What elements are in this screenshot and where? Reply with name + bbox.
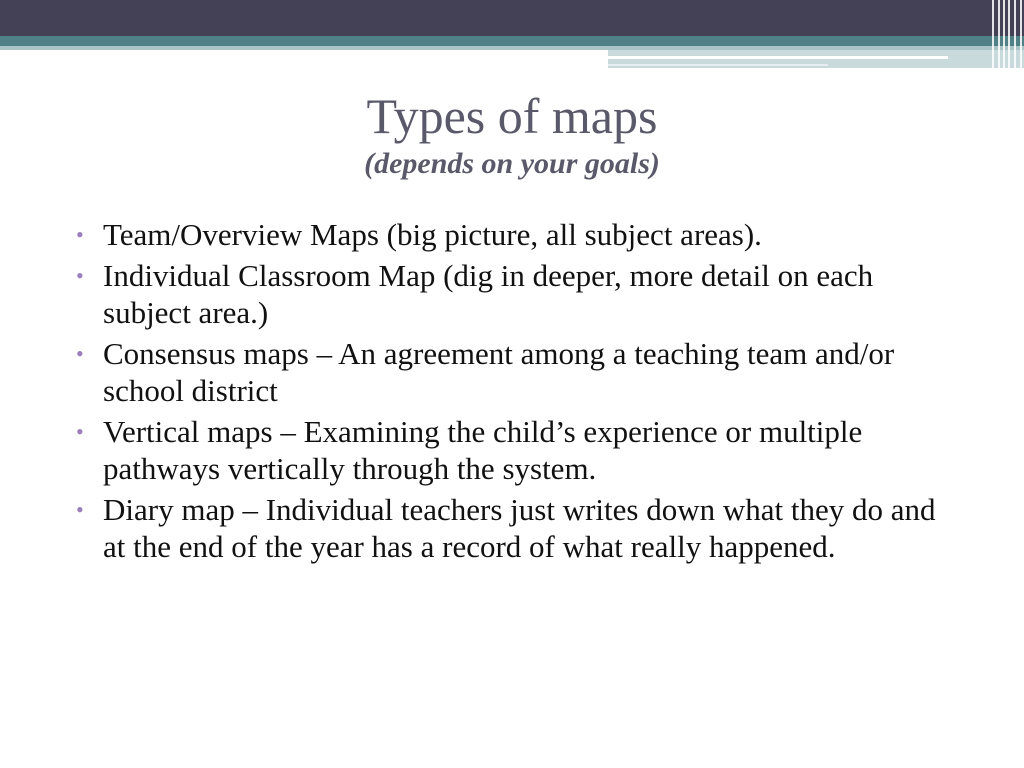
title-block (0, 86, 1024, 182)
bullet-item (72, 413, 952, 487)
bullet-text: Team/Overview Maps (big picture, all subject areas). (103, 217, 762, 252)
bullet-marker: • (76, 341, 84, 366)
header-stripes (990, 0, 1024, 70)
header-band-accent-line-2 (608, 64, 828, 66)
bullet-marker: • (76, 263, 84, 288)
bullet-item (72, 335, 952, 409)
header-band-accent-line (608, 56, 948, 59)
bullet-list (72, 216, 952, 569)
header-stripe (998, 0, 1000, 70)
bullet-marker: • (76, 222, 84, 247)
slide-subtitle: (depends on your goals) (364, 147, 660, 180)
header-band-teal (0, 36, 1024, 46)
header-stripe (992, 0, 994, 70)
bullet-text: Vertical maps – Examining the child’s experience or multiple pathways vertically through the system. (103, 414, 863, 486)
bullet-item (72, 491, 952, 565)
bullet-marker: • (76, 497, 84, 522)
header-stripe (1008, 0, 1010, 70)
bullet-item (72, 216, 952, 253)
header-band-dark (0, 0, 1024, 36)
bullet-text: Individual Classroom Map (dig in deeper, more detail on each subject area.) (103, 258, 874, 330)
bullet-text: Diary map – Individual teachers just writes down what they do and at the end of the year has a record of what really happened. (103, 492, 936, 564)
bullet-item (72, 257, 952, 331)
bullet-text: Consensus maps – An agreement among a teaching team and/or school district (103, 336, 895, 408)
header-stripe (1003, 0, 1005, 70)
slide-title: Types of maps (366, 88, 658, 144)
bullet-marker: • (76, 419, 84, 444)
header-stripe (1020, 0, 1022, 70)
header-stripe (1014, 0, 1016, 70)
